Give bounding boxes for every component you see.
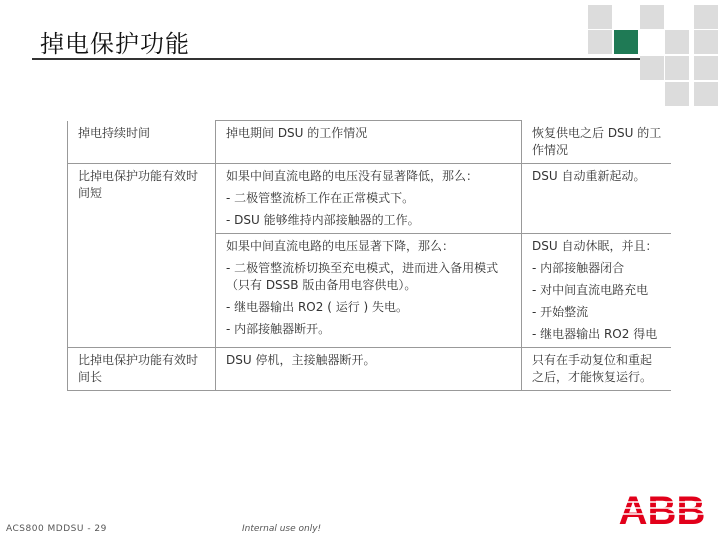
cell-line: DSU 停机，主接触器断开。 <box>226 352 376 367</box>
during-cell <box>216 347 522 390</box>
during-cell <box>216 233 522 347</box>
cell-line: - 二极管整流桥切换至充电模式，进而进入备用模式 （只有 DSSB 版由备用电容供电）。 <box>226 260 499 292</box>
during-cell <box>216 163 522 233</box>
cell-line: - 继电器输出 RO2 得电 <box>532 326 658 341</box>
decor-square <box>665 30 689 54</box>
duration-cell: 比掉电保护功能有效时间长 <box>68 347 216 390</box>
duration-cell: 比掉电保护功能有效时间短 <box>68 163 216 347</box>
decor-square <box>640 5 664 29</box>
cell-line: - DSU 能够维持内部接触器的工作。 <box>226 212 420 227</box>
cell-line: - 内部接触器闭合 <box>532 260 625 275</box>
after-cell <box>522 163 671 233</box>
after-cell <box>522 347 671 390</box>
cell-line: - 内部接触器断开。 <box>226 321 331 336</box>
decor-square <box>588 5 612 29</box>
cell-line: 只有在手动复位和重起之后，才能恢复运行。 <box>532 352 653 384</box>
decor-square <box>694 82 718 106</box>
header-cell: 恢复供电之后 DSU 的工作情况 <box>522 121 671 164</box>
header-cell: 掉电持续时间 <box>68 121 216 164</box>
decor-square <box>665 82 689 106</box>
cell-line: - 二极管整流桥工作在正常模式下。 <box>226 190 415 205</box>
table-row <box>68 163 671 233</box>
header-cell: 掉电期间 DSU 的工作情况 <box>216 121 522 164</box>
slide-title: 掉电保护功能 <box>40 30 190 58</box>
cell-line: DSU 自动休眠，并且： <box>532 238 658 253</box>
cell-line: 如果中间直流电路的电压没有显著降低，那么： <box>226 168 479 183</box>
power-loss-table <box>67 120 671 391</box>
cell-line: - 对中间直流电路充电 <box>532 282 649 297</box>
footer-confidentiality: Internal use only! <box>242 524 322 534</box>
abb-logo <box>619 491 705 527</box>
footer-slide-id: ACS800 MDDSU - 29 <box>6 524 107 534</box>
cell-line: - 开始整流 <box>532 304 589 319</box>
table-row <box>68 347 671 390</box>
cell-line: 如果中间直流电路的电压显著下降，那么： <box>226 238 455 253</box>
decor-square <box>694 56 718 80</box>
decor-square <box>694 30 718 54</box>
after-cell <box>522 233 671 347</box>
table-header-row <box>68 121 671 164</box>
cell-line: DSU 自动重新起动。 <box>532 168 646 183</box>
decor-square <box>665 56 689 80</box>
title-underline <box>32 58 660 60</box>
decor-square-accent <box>614 30 638 54</box>
decor-square <box>694 5 718 29</box>
decor-square <box>640 56 664 80</box>
logo-text: ABB <box>619 491 705 527</box>
decor-square <box>588 30 612 54</box>
cell-line: - 继电器输出 RO2 ( 运行 ) 失电。 <box>226 299 408 314</box>
